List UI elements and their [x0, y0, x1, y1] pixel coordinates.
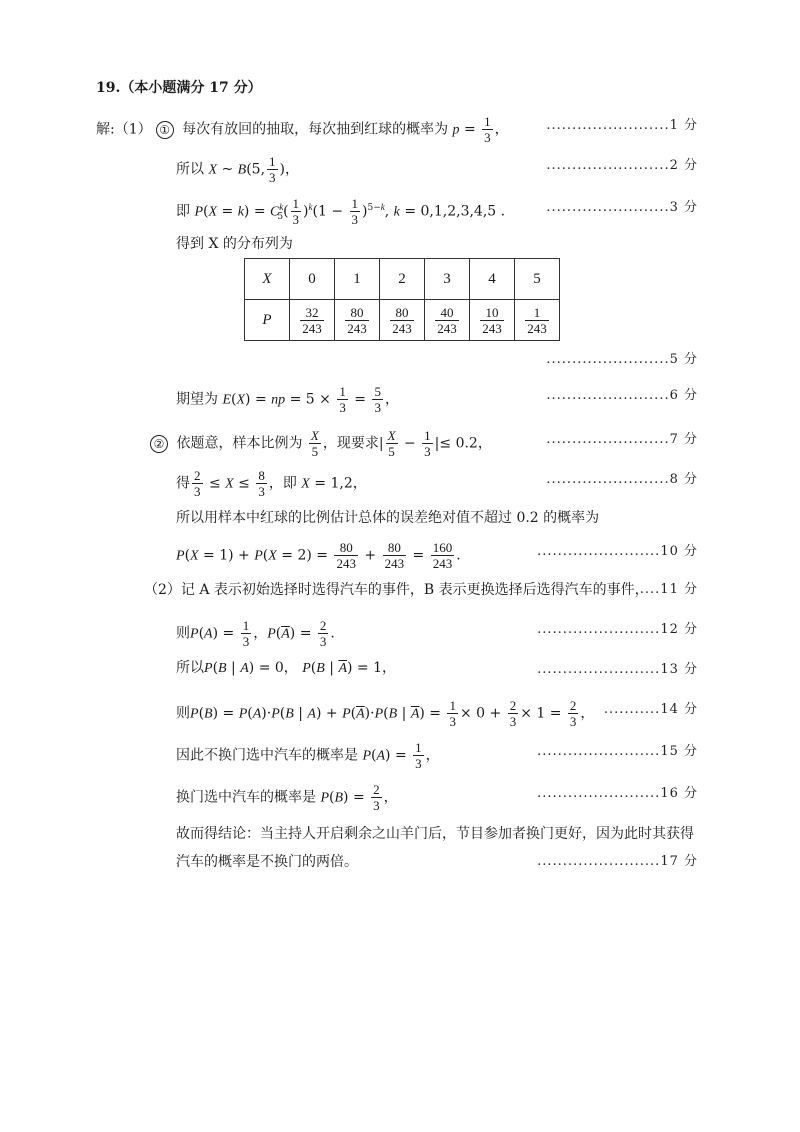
table-cell: $\frac{80}{243}$: [335, 300, 380, 341]
score-mark-17: ........................17 分: [537, 854, 698, 869]
table-row: [245, 300, 560, 341]
score-mark-5: ........................5 分: [546, 352, 698, 367]
score-mark-7: ........................7 分: [546, 432, 698, 447]
score-mark-12: ........................12 分: [537, 622, 698, 637]
circle-one-marker: ①: [156, 121, 174, 139]
step-16: 换门选中汽车的概率是 P(B) = $\frac{2}{3}$ ，: [176, 782, 398, 813]
score-mark-11: ....11 分: [639, 582, 698, 597]
table-cell: $\frac{1}{243}$: [515, 300, 560, 341]
step-9: 所以用样本中红球的比例估计总体的误差绝对值不超过 0.2 的概率为: [176, 510, 600, 526]
step-1-text: 每次有放回的抽取，每次抽到红球的概率为: [182, 121, 449, 138]
table-cell: 3: [425, 259, 470, 300]
circle-two-marker: ②: [150, 435, 168, 453]
table-cell: 1: [335, 259, 380, 300]
step-13: 所以P(B | A) = 0， P(B | $\overline{A}) = 1$，: [176, 660, 397, 676]
step-6: 期望为 E(X) = np = 5 × $\frac{1}{3}$ = $\frac{5}{3}$ ，: [176, 384, 399, 415]
score-mark-10: ........................10 分: [537, 544, 698, 559]
step-15: 因此不换门选中汽车的概率是 P(A) = $\frac{1}{3}$ ，: [176, 740, 440, 771]
step-1: 解:（1） ① 每次有放回的抽取，每次抽到红球的概率为 p = $\frac{1}{3}$ ，: [96, 114, 509, 145]
step-10: P(X = 1) + P(X = 2) = $\frac{80}{243}$ + $\frac{80}{243}$ = $\frac{160}{243}$ .: [176, 540, 461, 571]
score-mark-14: ...........14 分: [603, 702, 698, 717]
table-cell: $\frac{10}{243}$: [470, 300, 515, 341]
table-cell: 5: [515, 259, 560, 300]
table-header-p: P: [245, 300, 290, 341]
table-cell: 0: [290, 259, 335, 300]
table-cell: $\frac{80}{243}$: [380, 300, 425, 341]
score-mark-16: ........................16 分: [537, 786, 698, 801]
step-4: 得到 X 的分布列为: [176, 236, 293, 252]
score-mark-2: ........................2 分: [546, 158, 698, 173]
part1-label: 解:（1）: [96, 121, 152, 138]
step-11: （2）记 A 表示初始选择时选得汽车的事件，B 表示更换选择后选得汽车的事件，: [144, 582, 649, 598]
question-title: 19.（本小题满分 17 分）: [96, 80, 262, 96]
score-mark-15: ........................15 分: [537, 744, 698, 759]
score-mark-8: ........................8 分: [546, 472, 698, 487]
score-mark-3: ........................3 分: [546, 200, 698, 215]
table-header-x: X: [245, 259, 290, 300]
conclusion-line-1: 故而得结论：当主持人开启剩余之山羊门后，节目参加者换门更好，因为此时其获得: [176, 826, 694, 842]
score-mark-6: ........................6 分: [546, 388, 698, 403]
step-3: 即 $P(X = k) = C^k_5$( $\frac{1}{3}$ )$^k$(1 − $\frac{1}{3}$ )$^{5-k}$, k = 0,1,2,3,4,5 .: [176, 196, 506, 227]
table-cell: $\frac{40}{243}$: [425, 300, 470, 341]
table-cell: 2: [380, 259, 425, 300]
step-8: 得 $\frac{2}{3}$ ≤ X ≤ $\frac{8}{3}$ ，即 X = 1,2，: [176, 468, 367, 499]
score-mark-1: ........................1 分: [546, 118, 698, 133]
part2-label: （2）: [144, 582, 181, 598]
table-row: [245, 259, 560, 300]
step-2: 所以 X ~ B(5, $\frac{1}{3}$ )，: [176, 154, 300, 185]
table-cell: 4: [470, 259, 515, 300]
step-14: 则P(B) = P(A)·P(B | $A) + P(\overline{A})\cdot P(B$ | $\overline{A}$) = $\frac{1}{3}$ × 0 + $\frac{2}{3}$ × 1 = $\frac{2}{3}$ ，: [176, 698, 595, 729]
score-mark-13: ........................13 分: [537, 662, 698, 677]
step-12: 则P(A) = $\frac{1}{3}$ ，$P(\overline{A})$ = $\frac{2}{3}$ .: [176, 618, 335, 649]
table-cell: $\frac{32}{243}$: [290, 300, 335, 341]
conclusion-line-2: 汽车的概率是不换门的两倍。: [176, 854, 358, 870]
step-7: ② 依题意，样本比例为 $\frac{X}{5}$ ，现要求| $\frac{X}{5}$ − $\frac{1}{3}$ |≤ 0.2，: [146, 428, 492, 459]
distribution-table: [244, 258, 560, 341]
